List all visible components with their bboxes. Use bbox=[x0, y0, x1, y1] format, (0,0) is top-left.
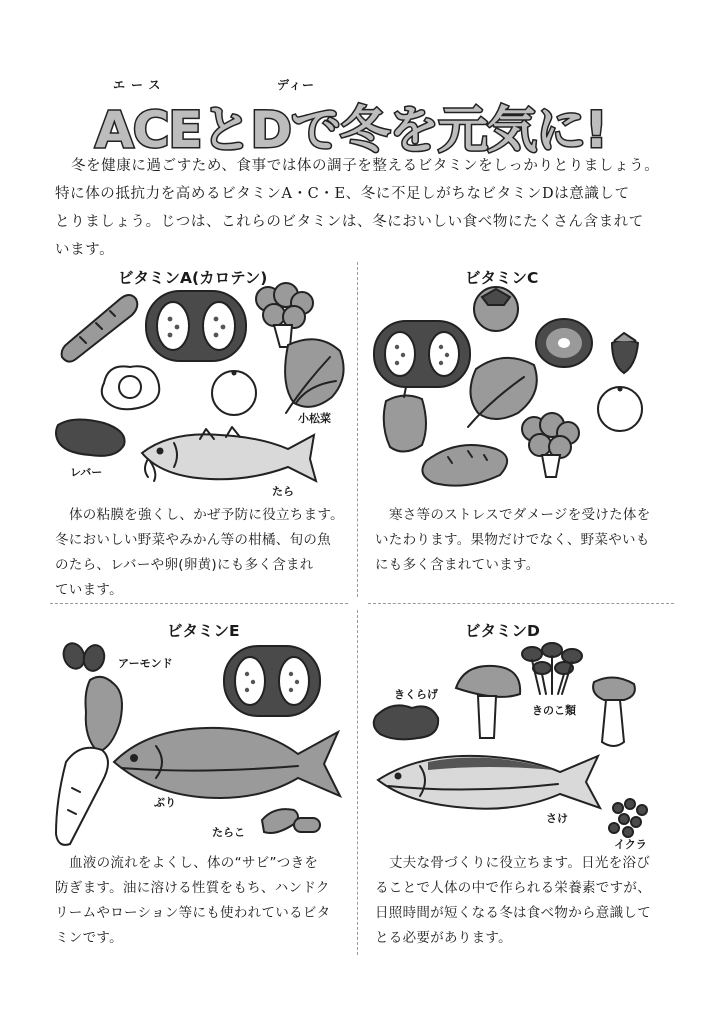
body-line: 冬においしい野菜やみかん等の柑橘、旬の魚 bbox=[55, 532, 331, 548]
vitamin-d-illustrations bbox=[368, 638, 668, 851]
page-title: ACEとDで冬を元気に! bbox=[95, 101, 607, 159]
mandarin-icon bbox=[598, 387, 642, 432]
heading-vitamin-c: ビタミンC bbox=[465, 269, 539, 287]
mushroom-cluster-icon bbox=[522, 643, 582, 694]
salmon-roe-icon bbox=[609, 799, 647, 837]
pumpkin-icon bbox=[146, 291, 246, 361]
intro-line: とりましょう。じつは、これらのビタミンは、冬においしい食べ物にたくさん含まれて bbox=[55, 214, 644, 230]
sweet-potato-icon bbox=[422, 445, 507, 486]
body-line: 血液の流れをよくし、体の“サビ”つきを bbox=[69, 855, 319, 871]
persimmon-icon bbox=[474, 287, 518, 331]
vitamin-a-illustrations bbox=[50, 285, 350, 500]
king-oyster-mushroom-icon bbox=[593, 677, 635, 746]
label-liver: レバー bbox=[70, 466, 103, 479]
komatsuna-icon bbox=[285, 339, 343, 413]
label-cod: たら bbox=[272, 485, 294, 498]
body-line: 丈夫な骨づくりに役立ちます。日光を浴び bbox=[389, 855, 651, 871]
body-line: 体の粘膜を強くし、かぜ予防に役立ちます。 bbox=[69, 507, 344, 523]
egg-icon bbox=[102, 366, 160, 409]
intro-line: 特に体の抵抗力を高めるビタミンA・C・E、冬に不足しがちなビタミンDは意識して bbox=[55, 186, 630, 202]
spinach-icon bbox=[468, 358, 537, 427]
daikon-radish-icon bbox=[56, 677, 122, 845]
shiitake-mushroom-icon bbox=[456, 666, 520, 738]
salmon-fish-icon bbox=[378, 756, 600, 809]
intro-paragraph bbox=[55, 152, 673, 264]
body-line: リームやローション等にも使われているビタ bbox=[55, 905, 331, 921]
intro-line: 冬を健康に過ごすため、食事では体の調子を整えるビタミンをしっかりとりましょう。 bbox=[71, 158, 660, 174]
cod-roe-icon bbox=[262, 809, 320, 833]
heading-vitamin-d: ビタミンD bbox=[465, 622, 540, 640]
title-ruby-d: ディー bbox=[277, 78, 316, 92]
body-line: のたら、レバーや卵(卵黄)にも多く含まれ bbox=[55, 557, 314, 573]
mandarin-icon bbox=[212, 371, 256, 416]
body-line: ミンです。 bbox=[55, 930, 123, 946]
vitamin-e-description bbox=[55, 851, 345, 951]
body-line: 日照時間が短くなる冬は食べ物から意識して bbox=[375, 905, 651, 921]
pumpkin-icon bbox=[374, 321, 470, 387]
vitamin-a-description bbox=[55, 503, 345, 603]
vitamin-d-description bbox=[375, 851, 675, 951]
divider-horizontal-right bbox=[368, 603, 674, 604]
body-line: ることで人体の中で作られる栄養素ですが、 bbox=[375, 880, 651, 896]
divider-vertical-bottom bbox=[357, 610, 358, 955]
label-salmon: さけ bbox=[546, 812, 568, 825]
body-line: 寒さ等のストレスでダメージを受けた体を bbox=[389, 507, 651, 523]
body-line: 防ぎます。油に溶ける性質をもち、ハンドク bbox=[55, 880, 330, 896]
heading-vitamin-a: ビタミンA(カロテン) bbox=[118, 269, 268, 287]
broccoli-icon bbox=[522, 413, 579, 477]
title-ruby-ace: エース bbox=[113, 78, 167, 92]
liver-icon bbox=[56, 419, 125, 455]
label-komatsuna: 小松菜 bbox=[298, 412, 331, 425]
label-ikura: イクラ bbox=[614, 838, 647, 851]
kiwi-icon bbox=[536, 319, 592, 367]
vitamin-e-illustrations bbox=[50, 638, 350, 848]
carrot-icon bbox=[62, 295, 138, 362]
vitamin-c-illustrations bbox=[368, 285, 668, 500]
broccoli-icon bbox=[256, 283, 313, 347]
label-mushrooms: きのこ類 bbox=[532, 704, 576, 717]
yellowtail-fish-icon bbox=[114, 728, 340, 798]
pumpkin-icon bbox=[224, 646, 320, 716]
bell-pepper-icon bbox=[384, 387, 426, 452]
label-yellowtail: ぶり bbox=[154, 796, 176, 809]
title-block bbox=[95, 70, 635, 160]
divider-horizontal-left bbox=[50, 603, 348, 604]
body-line: いたわります。果物だけでなく、野菜やいも bbox=[375, 532, 650, 548]
cod-fish-icon bbox=[142, 427, 316, 481]
intro-line: います。 bbox=[55, 242, 115, 258]
vitamin-c-description bbox=[375, 503, 675, 578]
heading-vitamin-e: ビタミンE bbox=[167, 622, 240, 640]
body-line: にも多く含まれています。 bbox=[375, 557, 540, 573]
body-line: とる必要があります。 bbox=[375, 930, 512, 946]
almond-icon bbox=[60, 640, 107, 673]
divider-vertical-top bbox=[357, 262, 358, 597]
label-kikurage: きくらげ bbox=[394, 688, 438, 701]
strawberry-icon bbox=[612, 333, 638, 373]
wood-ear-mushroom-icon bbox=[374, 705, 438, 739]
body-line: ています。 bbox=[55, 582, 123, 598]
label-cod-roe: たらこ bbox=[212, 826, 245, 839]
label-almond: アーモンド bbox=[118, 657, 173, 670]
